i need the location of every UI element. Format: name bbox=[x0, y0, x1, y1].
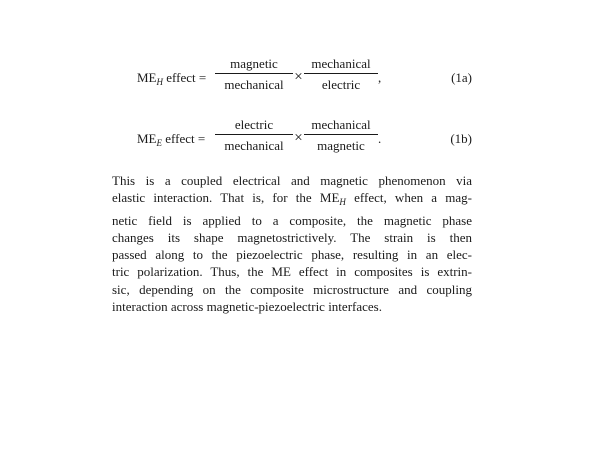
paragraph-line: passed along to the piezoelectric phase, resulting in an elec- bbox=[112, 247, 472, 263]
lhs-subscript: E bbox=[156, 138, 162, 148]
fraction-denominator: mechanical bbox=[224, 138, 284, 153]
equation-punctuation: , bbox=[378, 70, 382, 85]
times-symbol: × bbox=[294, 130, 303, 146]
equation-1b bbox=[112, 117, 472, 161]
line-text: effect, when a mag- bbox=[345, 190, 473, 206]
equation-1a bbox=[112, 56, 472, 100]
equation-lhs bbox=[137, 131, 205, 148]
times-symbol: × bbox=[294, 69, 303, 85]
lhs-subscript: H bbox=[156, 77, 163, 87]
paragraph-line: tric polarization. Thus, the ME effect in composites is extrin- bbox=[112, 264, 472, 280]
fraction-denominator: magnetic bbox=[317, 138, 365, 153]
body-paragraph bbox=[112, 172, 472, 315]
lhs-prefix: ME bbox=[137, 131, 157, 146]
fraction-numerator: magnetic bbox=[215, 56, 293, 74]
fraction-denominator: electric bbox=[321, 77, 361, 92]
equation-punctuation: . bbox=[378, 131, 382, 146]
fraction-1 bbox=[215, 117, 293, 153]
paragraph-line: netic field is applied to a composite, the magnetic phase bbox=[112, 212, 472, 228]
fraction-numerator: mechanical bbox=[304, 117, 378, 135]
paragraph-line bbox=[112, 189, 472, 211]
line-text: elastic interaction. That is, for the ME bbox=[112, 190, 340, 206]
paragraph-line: sic, depending on the composite microstructure and coupling bbox=[112, 281, 472, 297]
fraction-2 bbox=[304, 117, 378, 153]
paragraph-line: changes its shape magnetostrictively. The strain is then bbox=[112, 229, 472, 245]
paragraph-line: interaction across magnetic-piezoelectric interfaces. bbox=[112, 299, 382, 315]
lhs-prefix: ME bbox=[137, 70, 157, 85]
lhs-suffix: effect = bbox=[163, 70, 207, 85]
equation-lhs bbox=[137, 70, 206, 87]
paragraph-line: This is a coupled electrical and magnetic phenomenon via bbox=[112, 173, 472, 188]
lhs-suffix: effect = bbox=[162, 131, 206, 146]
fraction-1 bbox=[215, 56, 293, 92]
equation-number: (1b) bbox=[450, 131, 472, 146]
equation-number: (1a) bbox=[451, 70, 472, 85]
line-subscript: H bbox=[339, 197, 346, 208]
fraction-numerator: mechanical bbox=[304, 56, 378, 74]
fraction-denominator: mechanical bbox=[224, 77, 284, 92]
fraction-numerator: electric bbox=[215, 117, 293, 135]
fraction-2 bbox=[304, 56, 378, 92]
